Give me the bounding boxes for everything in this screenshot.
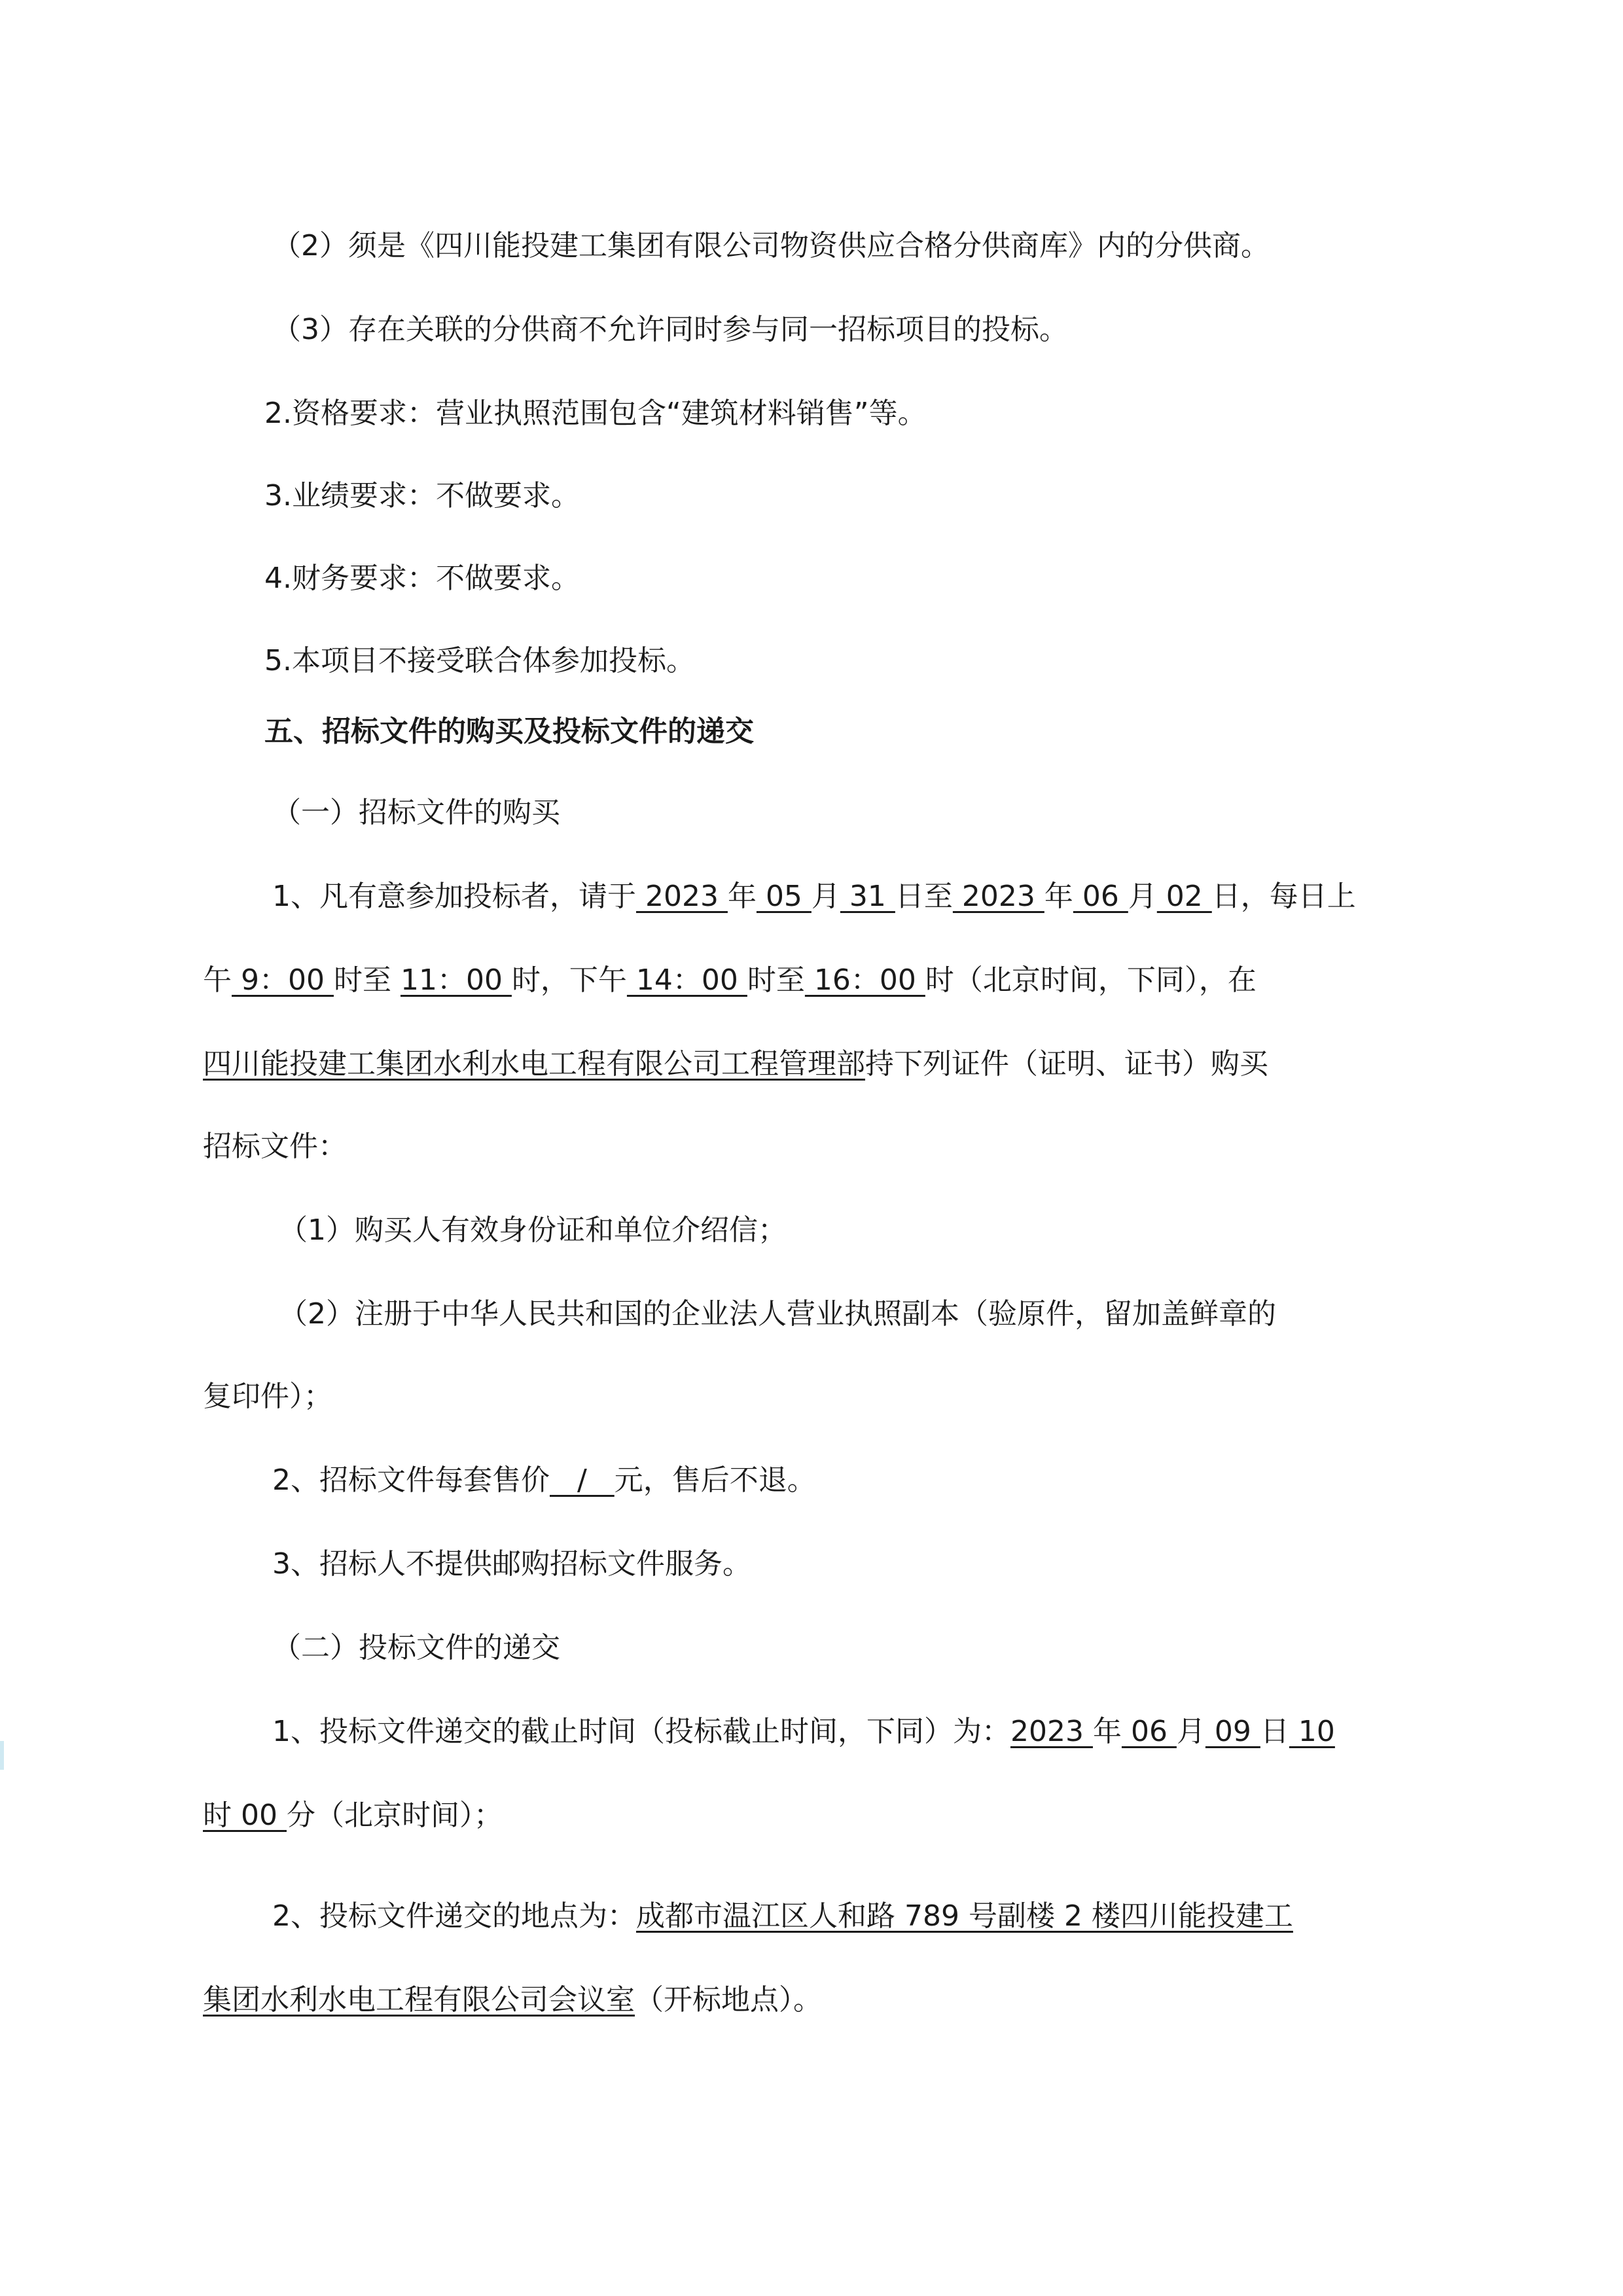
text: 1、凡有意参加投标者，请于 <box>272 880 636 913</box>
submission-location: 成都市温江区人和路 789 号副楼 2 楼四川能投建工 <box>636 1899 1293 1933</box>
text: （开标地点）。 <box>635 1983 822 2017</box>
text: 月 <box>811 880 840 913</box>
end-year: 2023 <box>952 880 1044 913</box>
para-related-suppliers: （3）存在关联的分供商不允许同时参与同一招标项目的投标。 <box>272 313 1068 346</box>
para-deadline <box>272 1713 1476 1750</box>
list-item-id-letter: （1）购买人有效身份证和单位介绍信； <box>279 1213 787 1247</box>
end-day: 02 <box>1156 880 1212 913</box>
afternoon-end: 16：00 <box>804 963 925 997</box>
morning-end: 11：00 <box>400 963 512 997</box>
deadline-month: 06 <box>1121 1715 1177 1748</box>
para-location-cont <box>203 1982 1407 2018</box>
afternoon-start: 14：00 <box>626 963 747 997</box>
para-performance-req: 3.业绩要求：不做要求。 <box>264 479 580 512</box>
para-supplier-qualification: （2）须是《四川能投建工集团有限公司物资供应合格分供商库》内的分供商。 <box>272 229 1270 262</box>
text: 日，每日上 <box>1211 880 1356 913</box>
price-value: / <box>550 1463 615 1497</box>
text: 午 <box>203 963 232 997</box>
scan-edge-mark <box>0 1741 4 1770</box>
para-qualification-req: 2.资格要求：营业执照范围包含“建筑材料销售”等。 <box>264 397 927 430</box>
para-purchase-place <box>203 1046 1407 1083</box>
deadline-minute: 时 00 <box>203 1799 287 1832</box>
text: 日至 <box>895 880 953 913</box>
para-no-consortium: 5.本项目不接受联合体参加投标。 <box>264 644 695 677</box>
text: 月 <box>1128 880 1157 913</box>
text: 持下列证件（证明、证书）购买 <box>865 1047 1268 1081</box>
text: 年 <box>1044 880 1073 913</box>
para-purchase-dates <box>272 878 1476 915</box>
submission-location-cont: 集团水利水电工程有限公司会议室 <box>203 1983 635 2017</box>
text: 时至 <box>333 963 401 997</box>
text: 月 <box>1176 1715 1205 1748</box>
deadline-day: 09 <box>1205 1715 1260 1748</box>
purchase-location: 四川能投建工集团水利水电工程有限公司工程管理部 <box>203 1047 865 1081</box>
para-location <box>272 1898 1476 1935</box>
morning-start: 9：00 <box>232 963 334 997</box>
start-year: 2023 <box>636 880 728 913</box>
section-heading-5: 五、招标文件的购买及投标文件的递交 <box>264 715 754 748</box>
deadline-year: 2023 <box>1010 1715 1093 1748</box>
text: 2、投标文件递交的地点为： <box>272 1899 636 1933</box>
list-item-business-license: （2）注册于中华人民共和国的企业法人营业执照副本（验原件，留加盖鲜章的 <box>279 1297 1276 1331</box>
text: 年 <box>1092 1715 1122 1748</box>
text: 时至 <box>747 963 805 997</box>
text: 日 <box>1260 1715 1289 1748</box>
subsection-submission: （二）投标文件的递交 <box>272 1631 560 1664</box>
para-price <box>272 1462 1476 1499</box>
start-day: 31 <box>840 880 895 913</box>
text: 时（北京时间，下同），在 <box>925 963 1257 997</box>
end-month: 06 <box>1073 880 1128 913</box>
text: 1、投标文件递交的截止时间（投标截止时间，下同）为： <box>272 1715 1010 1748</box>
para-finance-req: 4.财务要求：不做要求。 <box>264 562 580 595</box>
para-deadline-cont <box>203 1797 1407 1834</box>
para-tender-docs: 招标文件： <box>203 1130 347 1163</box>
text: 2、招标文件每套售价 <box>272 1463 550 1497</box>
para-purchase-hours <box>203 962 1407 999</box>
deadline-hour: 10 <box>1289 1715 1335 1748</box>
text: 时，下午 <box>511 963 627 997</box>
para-no-mail-order: 3、招标人不提供邮购招标文件服务。 <box>272 1547 751 1581</box>
list-item-business-license-cont: 复印件）； <box>203 1380 332 1413</box>
text: 分（北京时间）； <box>286 1799 503 1832</box>
text: 元，售后不退。 <box>614 1463 816 1497</box>
subsection-purchase: （一）招标文件的购买 <box>272 796 560 829</box>
start-month: 05 <box>756 880 812 913</box>
text: 年 <box>727 880 757 913</box>
